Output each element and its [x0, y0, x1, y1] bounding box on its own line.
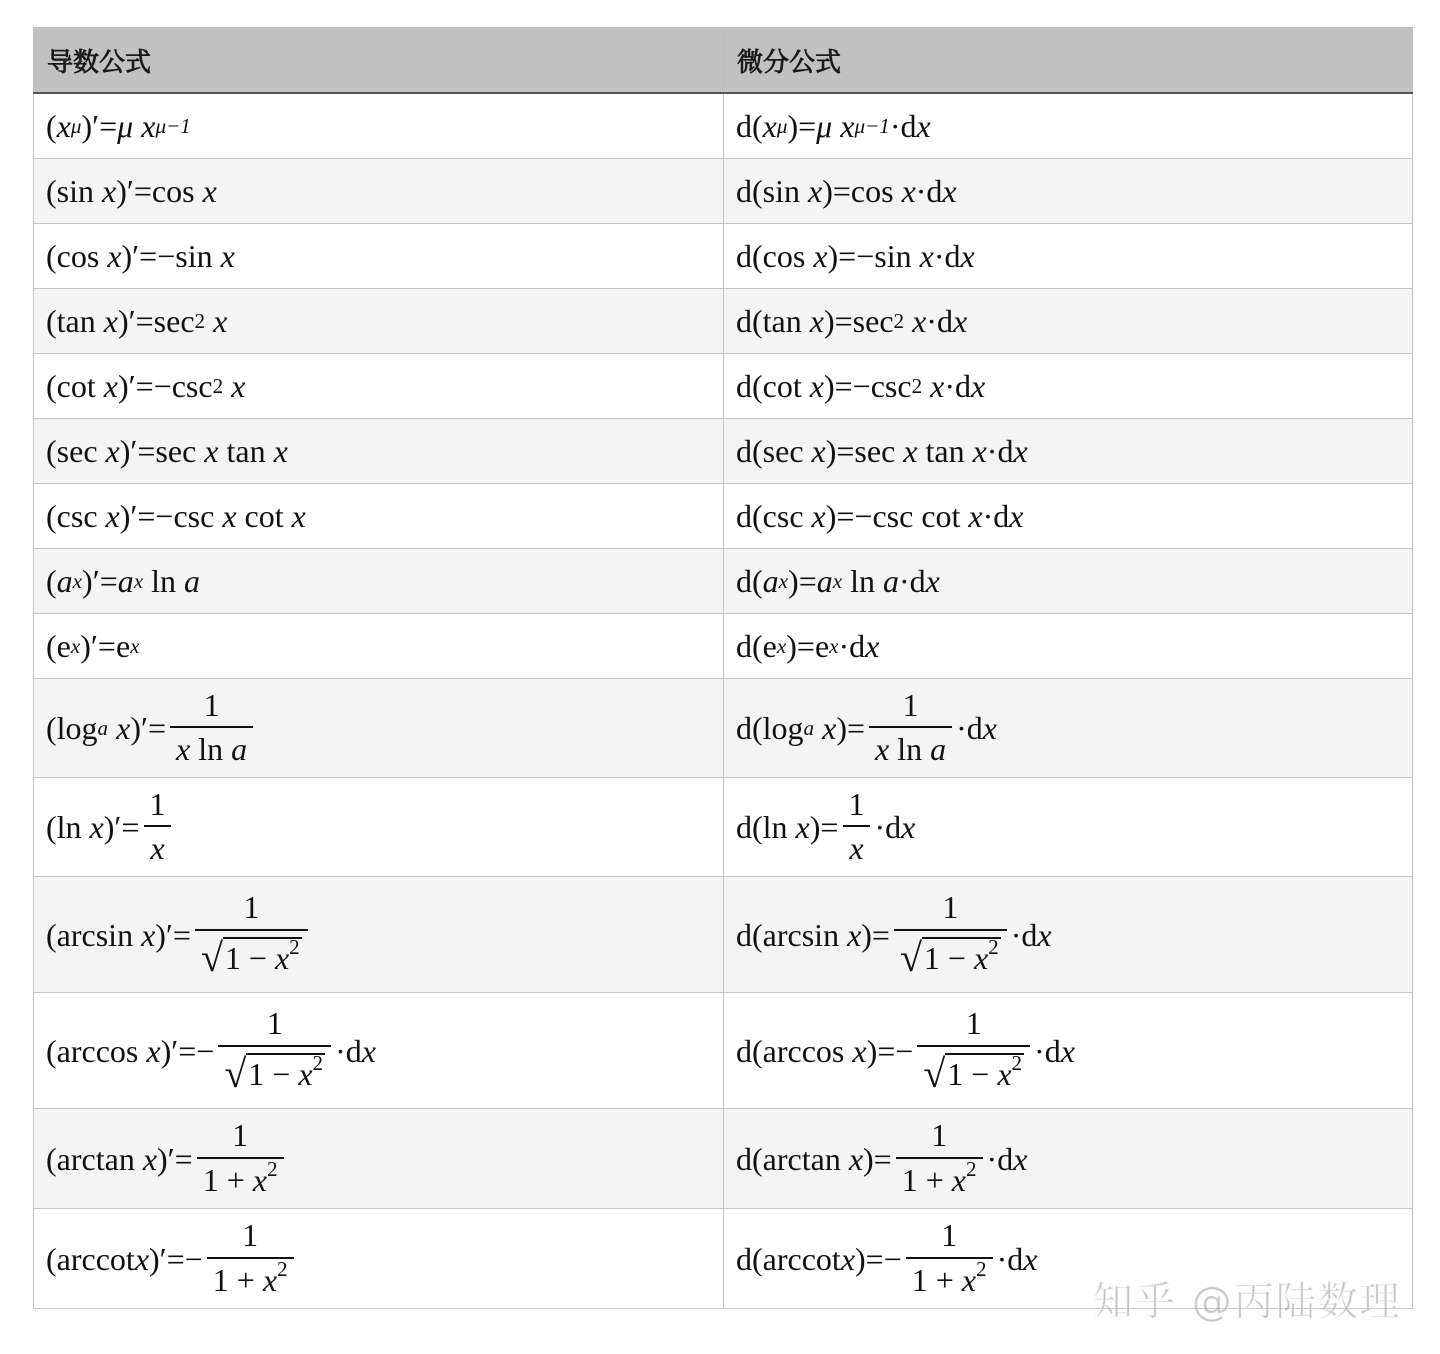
formula: d ( x μ ) = μ x μ−1 · d x — [736, 107, 931, 144]
cell-derivative — [34, 1109, 724, 1209]
cell-differential — [724, 484, 1413, 549]
formula: d ( e x ) = e x · d x — [736, 627, 880, 664]
cell-derivative — [34, 877, 724, 993]
formula: d ( csc x ) = − csc cot x · d x — [736, 497, 1024, 534]
cell-differential — [724, 614, 1413, 679]
formula: d ( arccot x ) = − $\frac{1}{1 + x^2}$ · d x — [736, 1217, 1038, 1298]
fraction: $\frac{1}{1 + x^2}$ — [906, 1219, 993, 1298]
formula: d ( sec x ) = sec x tan x · d x — [736, 432, 1028, 469]
cell-derivative — [34, 993, 724, 1109]
formula: d ( a x ) = a x ln a · d x — [736, 562, 940, 599]
cell-differential — [724, 289, 1413, 354]
derivative-differential-table — [33, 27, 1413, 1309]
fraction: $\frac{1}{1 + x^2}$ — [896, 1119, 983, 1198]
formula: ( arccot x ) ′ = − $\frac{1}{1 + x^2}$ — [46, 1219, 298, 1298]
formula: ( cot x ) ′ = − csc 2 x — [46, 367, 246, 404]
cell-derivative — [34, 778, 724, 877]
formula: ( arctan x ) ′ = $\frac{1}{1 + x^2}$ — [46, 1119, 288, 1198]
cell-differential — [724, 93, 1413, 159]
fraction: 1 √ $1 - x^2$ — [917, 1007, 1030, 1094]
formula: d ( sin x ) = cos x · d x — [736, 172, 957, 209]
formula: ( cos x ) ′ = − sin x — [46, 237, 235, 274]
table-row — [34, 289, 1413, 354]
square-root: √ $1 - x^2$ — [923, 1050, 1023, 1096]
square-root: √ $1 - x^2$ — [224, 1050, 324, 1096]
formula: ( csc x ) ′ = − csc x cot x — [46, 497, 306, 534]
table-row — [34, 679, 1413, 778]
cell-differential — [724, 1109, 1413, 1209]
formula: ( sec x ) ′ = sec x tan x — [46, 432, 288, 469]
cell-differential — [724, 679, 1413, 778]
cell-differential — [724, 224, 1413, 289]
formula: ( tan x ) ′ = sec 2 x — [46, 302, 228, 339]
cell-differential — [724, 778, 1413, 877]
square-root: √ $1 - x^2$ — [200, 934, 300, 980]
table-row — [34, 484, 1413, 549]
fraction: 1 √ $1 - x^2$ — [195, 891, 308, 978]
cell-derivative — [34, 614, 724, 679]
cell-differential — [724, 159, 1413, 224]
fraction: $\frac{1}{1 + x^2}$ — [197, 1119, 284, 1198]
formula: d ( log a x ) = $\frac{1}{\text{x ln a}}$ · d x — [736, 686, 997, 768]
cell-derivative — [34, 354, 724, 419]
formula: ( sin x ) ′ = cos x — [46, 172, 217, 209]
fraction: 1 √ $1 - x^2$ — [218, 1007, 331, 1094]
formula: d ( cot x ) = − csc 2 x · d x — [736, 367, 986, 404]
formula: d ( arctan x ) = $\frac{1}{1 + x^2}$ · d x — [736, 1117, 1028, 1198]
table-row — [34, 614, 1413, 679]
cell-derivative — [34, 93, 724, 159]
table-row — [34, 93, 1413, 159]
formula: ( log a x ) ′ = $\frac{1}{\text{x ln a}}$ — [46, 689, 257, 768]
cell-derivative — [34, 549, 724, 614]
cell-derivative — [34, 484, 724, 549]
cell-differential — [724, 549, 1413, 614]
cell-derivative — [34, 159, 724, 224]
formula-table-container — [33, 27, 1412, 1309]
formula: d ( ln x ) = $\frac{1}{x}$ · d x — [736, 785, 916, 867]
fraction: $\frac{1}{\text{x ln a}}$ — [869, 689, 952, 768]
cell-derivative — [34, 1209, 724, 1309]
cell-differential — [724, 993, 1413, 1109]
formula: ( arcsin x ) ′ = 1 √ $1 - x^2$ — [46, 891, 312, 978]
cell-derivative — [34, 289, 724, 354]
cell-differential — [724, 877, 1413, 993]
table-row — [34, 159, 1413, 224]
fraction: $\frac{1}{\text{x ln a}}$ — [170, 689, 253, 768]
header-derivative: 导数公式 — [34, 28, 724, 94]
formula: ( ln x ) ′ = $\frac{1}{x}$ — [46, 788, 175, 867]
table-row — [34, 993, 1413, 1109]
square-root: √ $1 - x^2$ — [899, 934, 999, 980]
formula: d ( arcsin x ) = 1 √ $1 - x^2$ · d x — [736, 889, 1052, 980]
table-row — [34, 549, 1413, 614]
formula: ( a x ) ′ = a x ln a — [46, 562, 200, 599]
table-row — [34, 224, 1413, 289]
cell-derivative — [34, 679, 724, 778]
fraction: $\frac{1}{x}$ — [143, 788, 171, 867]
formula: ( x μ ) ′ = μ x μ−1 — [46, 107, 191, 144]
cell-derivative — [34, 419, 724, 484]
table-header-row — [34, 28, 1413, 94]
cell-differential — [724, 419, 1413, 484]
cell-derivative — [34, 224, 724, 289]
table-row — [34, 877, 1413, 993]
fraction: $\frac{1}{x}$ — [842, 788, 870, 867]
formula: ( arccos x ) ′ = − 1 √ $1 - x^2$ · d x — [46, 1005, 376, 1096]
formula: ( e x ) ′ = e x — [46, 627, 140, 664]
formula: d ( cos x ) = − sin x · d x — [736, 237, 975, 274]
fraction: 1 √ $1 - x^2$ — [894, 891, 1007, 978]
zhihu-watermark: 知乎 @丙陆数理 — [1093, 1279, 1402, 1325]
cell-differential — [724, 354, 1413, 419]
fraction: $\frac{1}{1 + x^2}$ — [207, 1219, 294, 1298]
table-row — [34, 419, 1413, 484]
header-differential: 微分公式 — [724, 28, 1413, 94]
table-row — [34, 354, 1413, 419]
table-row — [34, 778, 1413, 877]
table-row — [34, 1109, 1413, 1209]
formula: d ( arccos x ) = − 1 √ $1 - x^2$ · d x — [736, 1005, 1075, 1096]
formula: d ( tan x ) = sec 2 x · d x — [736, 302, 968, 339]
